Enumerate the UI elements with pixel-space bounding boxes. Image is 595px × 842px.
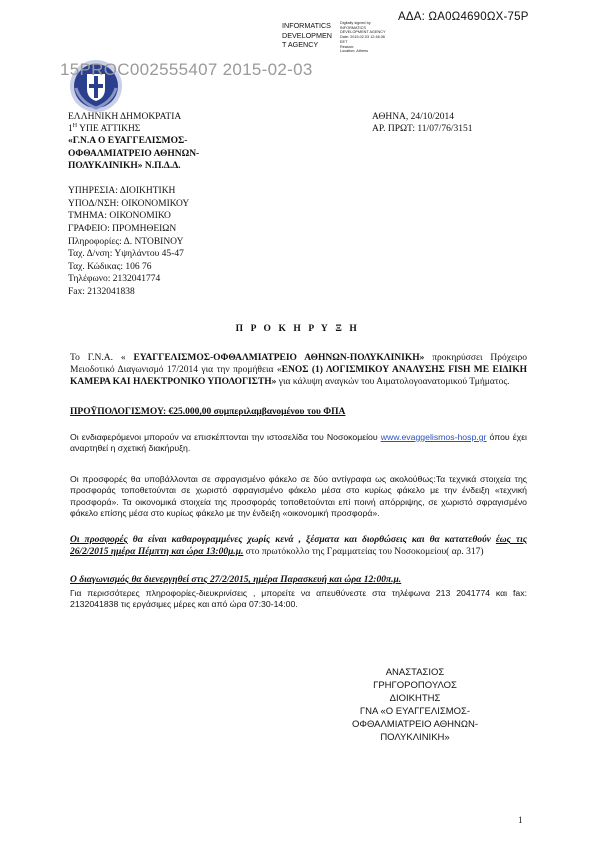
ada-code: ΑΔΑ: ΩΑ0Ω4690ΩΧ-75Ρ (398, 11, 529, 23)
intro-text: προκηρύσσει Πρόχειρο Μειοδοτικό Διαγωνισμό 17/2014 για την προμήθεια « (70, 353, 527, 375)
procurement-item: ΕΝΟΣ (1) ΛΟΓΙΣΜΙΚΟΥ ΑΝΑΛΥΣΗΣ FISH ΜΕ ΕΙΔΙΚΗ ΚΑΜΕΡΑ ΚΑΙ ΗΛΕΚΤΡΟΝΙΚΟ ΥΠΟΛΟΓΙΣΤΗ» (70, 364, 527, 387)
website-text: όπου έχει αναρτηθεί η σχετική διακήρυξη. (70, 432, 527, 454)
service-details (68, 185, 189, 299)
digital-signature-label (282, 21, 338, 50)
signatory-line: ΑΝΑΣΤΑΣΙΟΣ (385, 667, 445, 678)
info-paragraph: Για περισσότερες πληροφορίες-διευκρινίσεις , μπορείτε να απευθύνεστε στα τηλέφωνα 213 2041774 και fax: 2132041838 τις εργάσιμες μέρες και από ώρα 07:30-14:00. (70, 588, 527, 610)
signature-detail: Digitally signed by (340, 21, 371, 25)
region-name: ΥΠΕ ΑΤΤΙΚΗΣ (77, 124, 141, 135)
deadline-condition: θα είναι καθαρογραμμένες χωρίς κενά , ξέσματα και διορθώσεις και θα κατατεθούν (127, 535, 496, 545)
service-line: Ταχ. Κώδικας: 106 76 (68, 261, 152, 272)
opening-date (70, 575, 527, 587)
deadline-subject: Οι προσφορές (70, 535, 128, 545)
service-line: ΥΠΗΡΕΣΙΑ: ΔΙΟΙΚΗΤΙΚΗ (68, 186, 176, 196)
service-line: ΤΜΗΜΑ: ΟΙΚΟΝΟΜΙΚΟ (68, 211, 171, 222)
service-line: ΓΡΑΦΕΙΟ: ΠΡΟΜΗΘΕΙΩΝ (68, 223, 177, 234)
issuer-header (68, 111, 199, 172)
intro-text: για κάλυψη αναγκών του Αιματολογοανατομικού Τμήματος. (276, 376, 510, 387)
signature-detail: Date: 2015.02.03 12:46:36 (340, 35, 385, 40)
intro-text: Το Γ.Ν.Α. « (70, 353, 134, 363)
region-sup: Η (72, 123, 78, 130)
website-paragraph (70, 432, 527, 455)
offers-paragraph: Οι προσφορές θα υποβάλλονται σε σφραγισμένο φάκελο σε δύο αντίγραφα ως ακολούθως:Τα τεχνικά στοιχεία της προσφοράς τοποθετούνται σε χωριστό σφραγισμένο φάκελο μέσα στο κυρίως φάκελο με την ένδειξη «τεχνική προσφορά». Τα οικονομικά στοιχεία της προσφοράς τοποθετούνται επί ποινή απόρριψης, σε χωριστό σφραγισμένο φάκελο επίσης μέσα στο κυρίως φάκελο με την ένδειξη «οικονομική προσφορά». (70, 474, 527, 519)
hospital-name-line: «Γ.Ν.Α Ο ΕΥΑΓΓΕΛΙΣΜΟΣ- (68, 136, 188, 147)
budget-line: ΠΡΟΫΠΟΛΟΓΙΣΜΟΥ: €25.000,00 συμπεριλαμβανομένου του ΦΠΑ (70, 407, 346, 417)
service-line: ΥΠΟΔ/ΝΣΗ: ΟΙΚΟΝΟΜΙΚΟΥ (68, 198, 190, 209)
signature-line: DEVELOPMEN (282, 30, 332, 40)
hospital-name-line: ΟΦΘΑΛΜΙΑΤΡΕΙΟ ΑΘΗΝΩΝ- (68, 148, 200, 159)
country-line: ΕΛΛΗΝΙΚΗ ΔΗΜΟΚΡΑΤΙΑ (68, 112, 182, 122)
signature-detail: INFORMATICS (340, 25, 366, 30)
signature-detail: Location: Athens (340, 49, 369, 54)
signature-line: INFORMATICS (282, 21, 331, 30)
deadline-paragraph (70, 535, 527, 559)
page-number: 1 (518, 815, 523, 825)
signatory-line: ΓΝΑ «Ο ΕΥΑΓΓΕΛΙΣΜΟΣ- (359, 705, 471, 717)
deadline-date: έως τις 26/2/2015 ημέρα Πέμπτη και ώρα 13:00μ.μ. (70, 535, 527, 557)
hospital-name-line: ΠΟΛΥΚΛΙΝΙΚΗ» Ν.Π.Δ.Δ. (68, 160, 181, 171)
digital-signature-details (340, 21, 412, 54)
hospital-name: ΕΥΑΓΓΕΛΙΣΜΟΣ-ΟΦΘΑΛΜΙΑΤΡΕΙΟ ΑΘΗΝΩΝ-ΠΟΛΥΚΛΙΝΙΚΗ» (133, 353, 425, 363)
signature-detail: EET (340, 39, 348, 44)
document-title: Π Ρ Ο Κ Η Ρ Υ Ξ Η (235, 324, 360, 334)
signature-line: T AGENCY (282, 40, 319, 49)
health-region-line (68, 123, 199, 135)
date-protocol-block (372, 111, 472, 135)
opening-text: Ο διαγωνισμός θα διενεργηθεί στις 27/2/2015, ημέρα Παρασκευή και ώρα 12:00π.μ. (70, 575, 402, 585)
signatory-line: ΠΟΛΥΚΛΙΝΙΚΗ» (380, 731, 450, 743)
hospital-website-link[interactable]: www.evaggelismos-hosp.gr (380, 432, 487, 442)
signature-detail: DEVELOPMENT AGENCY (340, 30, 386, 35)
intro-paragraph (70, 353, 527, 389)
region-number: 1 (68, 124, 73, 135)
deadline-location: στο πρωτόκολλο της Γραμματείας του Νοσοκομείου( αρ. 317) (243, 546, 484, 557)
protocol-stamp: 15PROC002555407 2015-02-03 (60, 60, 313, 79)
service-line: Πληροφορίες: Δ. ΝΤΟΒΙΝΟΥ (68, 236, 184, 247)
website-text: Οι ενδιαφερόμενοι μπορούν να επισκέπτονται την ιστοσελίδα του Νοσοκομείου (70, 432, 381, 442)
service-line: Τηλέφωνο: 2132041774 (68, 274, 161, 285)
document-date: ΑΘΗΝΑ, 24/10/2014 (372, 112, 454, 122)
protocol-number: ΑΡ. ΠΡΩΤ: 11/07/76/3151 (372, 124, 473, 135)
signature-detail: Reason: (340, 44, 355, 49)
signatory-line: ΔΙΟΙΚΗΤΗΣ (389, 692, 441, 704)
signatory-line: ΓΡΗΓΟΡΟΠΟΥΛΟΣ (373, 679, 457, 691)
service-line: Ταχ. Δ/νση: Υψηλάντου 45-47 (68, 249, 184, 260)
service-line: Fax: 2132041838 (68, 287, 135, 297)
signatory-line: ΟΦΘΑΛΜΙΑΤΡΕΙΟ ΑΘΗΝΩΝ- (351, 718, 479, 730)
signatory-block (300, 667, 530, 744)
